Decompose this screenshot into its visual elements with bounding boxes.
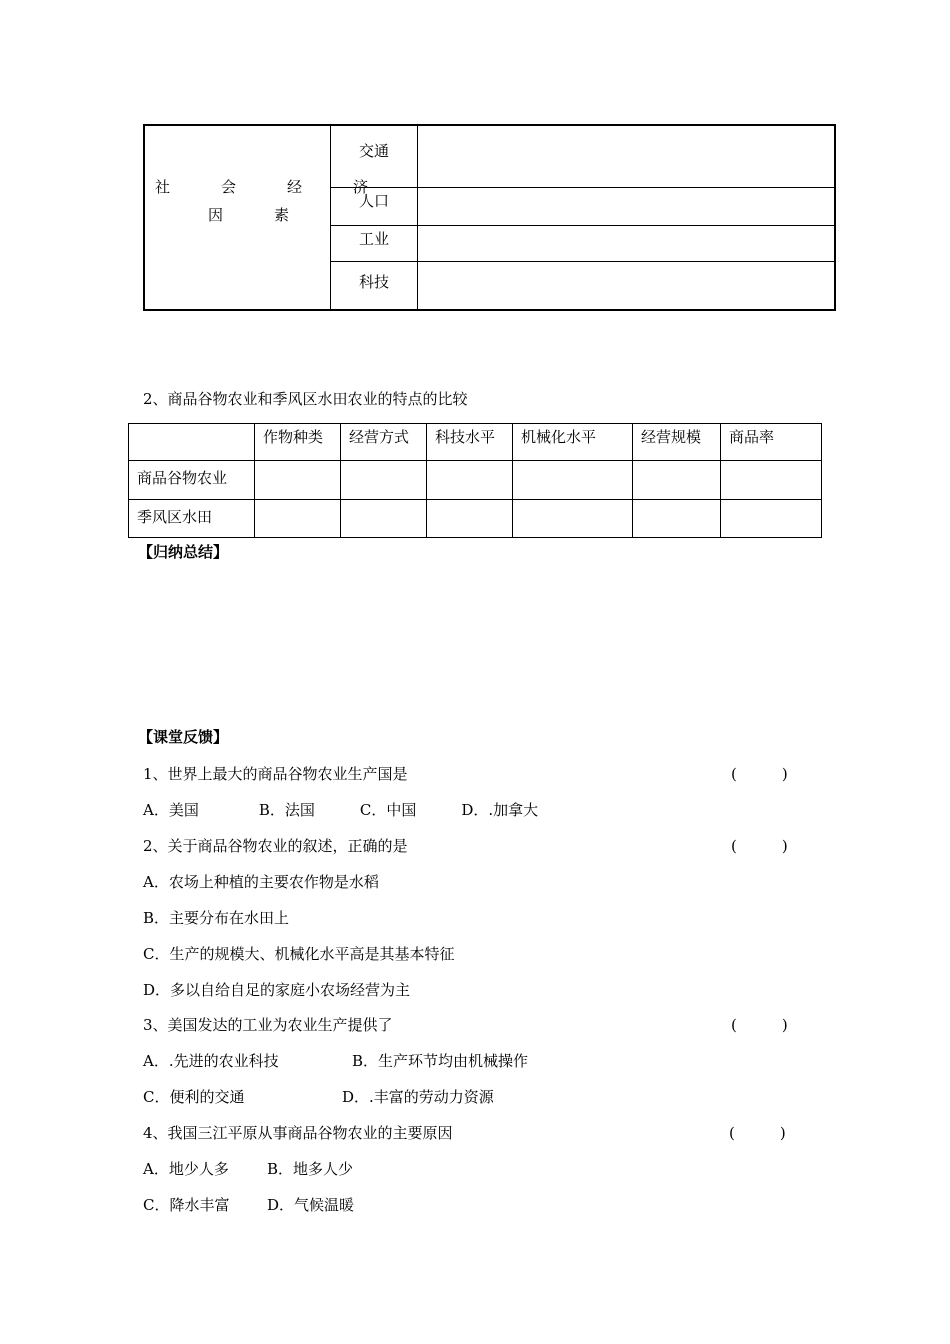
q3-option-a: A．.先进的农业科技: [143, 1052, 279, 1070]
summary-heading: 【归纳总结】: [138, 543, 229, 561]
table-header-cell: 作物种类: [255, 424, 341, 461]
table-header-row: [129, 424, 822, 461]
table-header-cell: 经营方式: [341, 424, 427, 461]
comparison-table: [128, 423, 822, 538]
table-cell: [341, 500, 427, 538]
question-3: 3、美国发达的工业为农业生产提供了: [143, 1016, 393, 1034]
question-1: 1、世界上最大的商品谷物农业生产国是: [143, 765, 408, 783]
factor-industry: 工业: [359, 230, 390, 248]
factor-technology: 科技: [359, 273, 390, 291]
q1-options: A．美国 B．法国 C．中国 D．.加拿大: [143, 801, 539, 819]
factors-table: [143, 124, 836, 311]
answer-paren-4: ( ): [729, 1124, 786, 1142]
q2-option-c: C．生产的规模大、机械化水平高是其基本特征: [143, 945, 455, 963]
table-header-cell: [129, 424, 255, 461]
q3-option-d: D．.丰富的劳动力资源: [342, 1088, 494, 1106]
q2-option-b: B．主要分布在水田上: [143, 909, 290, 927]
table-cell: [721, 500, 822, 538]
table-cell: [513, 500, 633, 538]
table-cell: [255, 500, 341, 538]
section2-title: 2、商品谷物农业和季风区水田农业的特点的比较: [143, 390, 468, 408]
q4-option-d: D．气候温暖: [267, 1196, 355, 1214]
question-2: 2、关于商品谷物农业的叙述，正确的是: [143, 837, 408, 855]
table-cell: [255, 461, 341, 500]
q4-option-c: C．降水丰富: [143, 1196, 230, 1214]
q3-option-c: C．便利的交通: [143, 1088, 245, 1106]
factor-category-line2: 因 素: [208, 206, 308, 224]
factor-names-column: [331, 126, 418, 309]
table-header-cell: 科技水平: [427, 424, 513, 461]
table-header-cell: 经营规模: [633, 424, 721, 461]
table-header-cell: 机械化水平: [513, 424, 633, 461]
table-cell: [633, 500, 721, 538]
q4-option-b: B．地多人少: [267, 1160, 354, 1178]
answer-paren-2: ( ): [731, 837, 788, 855]
table-cell: [341, 461, 427, 500]
row-label-monsoon-paddy: 季风区水田: [129, 500, 255, 538]
factor-category-line1: 社 会 经 济: [155, 178, 387, 196]
question-4: 4、我国三江平原从事商品谷物农业的主要原因: [143, 1124, 453, 1142]
row-label-commercial-grain: 商品谷物农业: [129, 461, 255, 500]
table-row: [129, 461, 822, 500]
table-header-cell: 商品率: [721, 424, 822, 461]
table-cell: [427, 461, 513, 500]
q2-option-d: D．多以自给自足的家庭小农场经营为主: [143, 981, 411, 999]
q2-option-a: A．农场上种植的主要农作物是水稻: [143, 873, 379, 891]
answer-paren-3: ( ): [731, 1016, 788, 1034]
factor-population: 人口: [359, 192, 390, 210]
answer-paren-1: ( ): [731, 765, 788, 783]
table-row: [129, 500, 822, 538]
table-cell: [633, 461, 721, 500]
factor-transport: 交通: [359, 142, 390, 160]
feedback-heading: 【课堂反馈】: [138, 728, 229, 746]
row-divider: [331, 261, 834, 262]
q4-option-a: A．地少人多: [143, 1160, 229, 1178]
q3-option-b: B．生产环节均由机械操作: [352, 1052, 529, 1070]
row-divider: [331, 225, 834, 226]
table-cell: [721, 461, 822, 500]
table-cell: [427, 500, 513, 538]
table-cell: [513, 461, 633, 500]
row-divider: [331, 187, 834, 188]
